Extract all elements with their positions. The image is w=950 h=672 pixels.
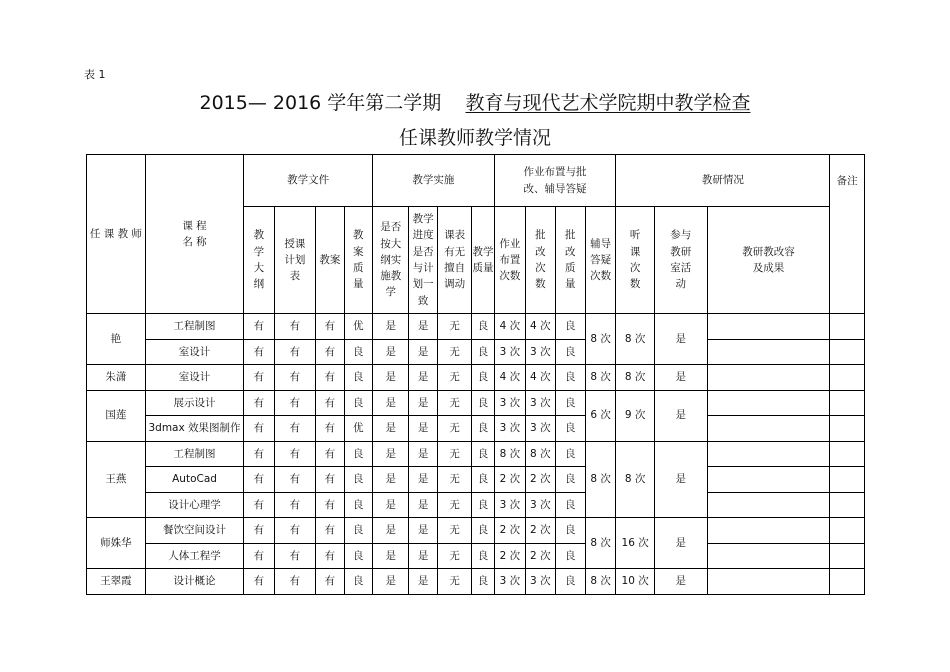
header-schedule-change: 课表有无擅自调动 [437,207,471,314]
remarks-cell [830,492,865,518]
research-activity-cell: 是 [654,390,707,441]
course-name-cell: 室设计 [145,339,243,365]
header-grading-count: 批改次数 [526,207,555,314]
document-subtitle: 任课教师教学情况 [398,127,551,149]
research-results-cell [707,416,830,442]
cell-syllabus: 有 [244,314,274,340]
remarks-cell [830,543,865,569]
header-remarks: 备注 [830,155,865,314]
teacher-name-cell: 艳 [87,314,146,365]
cell-progress: 是 [409,467,437,493]
header-plan: 授课计划表 [274,207,316,314]
cell-follow: 是 [372,518,409,544]
cell-plan: 有 [274,543,316,569]
cell-syllabus: 有 [244,365,274,391]
cell-syllabus: 有 [244,339,274,365]
cell-grading-q: 良 [555,569,585,595]
remarks-cell [830,518,865,544]
header-grading-quality: 批改质量 [555,207,585,314]
research-results-cell [707,390,830,416]
research-results-cell [707,569,830,595]
header-course: 课 程 名 称 [145,155,243,314]
cell-syllabus: 有 [244,390,274,416]
cell-follow: 是 [372,543,409,569]
cell-hw: 8 次 [494,441,525,467]
cell-plan: 有 [274,569,316,595]
cell-hw: 2 次 [494,518,525,544]
table-row [87,314,865,340]
cell-grading-q: 良 [555,365,585,391]
cell-follow: 是 [372,492,409,518]
table-row [87,543,865,569]
cell-grading: 4 次 [526,314,555,340]
header-research-activity: 参与教研室活动 [654,207,707,314]
cell-lesson-plan: 有 [316,467,344,493]
tutoring-count-cell: 8 次 [585,365,615,391]
cell-grading: 3 次 [526,390,555,416]
cell-hw: 3 次 [494,492,525,518]
cell-grading-q: 良 [555,416,585,442]
remarks-cell [830,339,865,365]
cell-teaching: 良 [472,339,494,365]
cell-progress: 是 [409,569,437,595]
remarks-cell [830,390,865,416]
header-group-files: 教学文件 [244,155,373,207]
cell-change: 无 [437,339,471,365]
remarks-cell [830,314,865,340]
header-follow-syllabus: 是否按大纲实施教学 [372,207,409,314]
cell-follow: 是 [372,390,409,416]
cell-grading: 3 次 [526,569,555,595]
observation-count-cell: 8 次 [616,314,655,365]
table-row [87,441,865,467]
cell-follow: 是 [372,339,409,365]
remarks-cell [830,569,865,595]
cell-follow: 是 [372,416,409,442]
teacher-name-cell: 王翠霞 [87,569,146,595]
cell-progress: 是 [409,365,437,391]
cell-hw: 4 次 [494,314,525,340]
cell-teaching: 良 [472,569,494,595]
header-research-results: 教研教改容及成果 [707,207,830,314]
table-number-label: 表 1 [84,68,106,81]
table-row [87,365,865,391]
teacher-name-cell: 国莲 [87,390,146,441]
teacher-name-cell: 王燕 [87,441,146,518]
cell-grading-q: 良 [555,518,585,544]
research-activity-cell: 是 [654,569,707,595]
research-results-cell [707,339,830,365]
header-observation-count: 听课次数 [616,207,655,314]
research-results-cell [707,314,830,340]
cell-syllabus: 有 [244,416,274,442]
cell-hw: 4 次 [494,365,525,391]
cell-teaching: 良 [472,416,494,442]
header-progress-match: 教学进度是否与计划一致 [409,207,437,314]
header-lesson-quality: 教案质量 [344,207,372,314]
header-homework-count: 作业布置次数 [494,207,525,314]
cell-syllabus: 有 [244,518,274,544]
header-teaching-quality: 教学质量 [472,207,494,314]
research-results-cell [707,365,830,391]
table-row [87,390,865,416]
title-term: 2015— 2016 学年第二学期 [199,92,442,114]
cell-grading: 2 次 [526,467,555,493]
header-group-homework: 作业布置与批改、辅导答疑 [494,155,616,207]
cell-grading-q: 良 [555,390,585,416]
table-body [87,314,865,595]
course-name-cell: 人体工程学 [145,543,243,569]
cell-follow: 是 [372,365,409,391]
cell-plan: 有 [274,390,316,416]
tutoring-count-cell: 8 次 [585,441,615,518]
observation-count-cell: 16 次 [616,518,655,569]
cell-teaching: 良 [472,543,494,569]
cell-grading-q: 良 [555,339,585,365]
cell-lesson-plan: 有 [316,416,344,442]
remarks-cell [830,467,865,493]
cell-quality: 良 [344,365,372,391]
cell-grading: 3 次 [526,492,555,518]
cell-hw: 2 次 [494,543,525,569]
cell-grading-q: 良 [555,441,585,467]
cell-plan: 有 [274,314,316,340]
cell-plan: 有 [274,416,316,442]
course-name-cell: 工程制图 [145,441,243,467]
tutoring-count-cell: 6 次 [585,390,615,441]
table-row [87,467,865,493]
cell-lesson-plan: 有 [316,339,344,365]
cell-teaching: 良 [472,314,494,340]
cell-grading: 8 次 [526,441,555,467]
research-results-cell [707,518,830,544]
cell-teaching: 良 [472,492,494,518]
cell-progress: 是 [409,416,437,442]
cell-lesson-plan: 有 [316,365,344,391]
cell-grading-q: 良 [555,543,585,569]
cell-grading-q: 良 [555,492,585,518]
cell-grading: 4 次 [526,365,555,391]
cell-lesson-plan: 有 [316,543,344,569]
course-name-cell: 室设计 [145,365,243,391]
cell-change: 无 [437,518,471,544]
cell-plan: 有 [274,518,316,544]
header-tutoring-count: 辅导答疑次数 [585,207,615,314]
cell-change: 无 [437,416,471,442]
cell-progress: 是 [409,518,437,544]
cell-teaching: 良 [472,441,494,467]
cell-teaching: 良 [472,518,494,544]
cell-progress: 是 [409,441,437,467]
cell-progress: 是 [409,390,437,416]
observation-count-cell: 8 次 [616,441,655,518]
header-lesson-plan: 教案 [316,207,344,314]
cell-follow: 是 [372,314,409,340]
cell-hw: 3 次 [494,569,525,595]
research-activity-cell: 是 [654,441,707,518]
cell-hw: 3 次 [494,416,525,442]
remarks-cell [830,441,865,467]
table-row [87,518,865,544]
table-row [87,339,865,365]
cell-hw: 2 次 [494,467,525,493]
cell-change: 无 [437,569,471,595]
cell-quality: 良 [344,441,372,467]
teacher-name-cell: 师姝华 [87,518,146,569]
cell-change: 无 [437,365,471,391]
cell-follow: 是 [372,441,409,467]
course-name-cell: 餐饮空间设计 [145,518,243,544]
cell-change: 无 [437,467,471,493]
cell-progress: 是 [409,543,437,569]
cell-grading-q: 良 [555,467,585,493]
header-group-research: 教研情况 [616,155,830,207]
cell-change: 无 [437,441,471,467]
cell-grading-q: 良 [555,314,585,340]
research-results-cell [707,543,830,569]
cell-plan: 有 [274,339,316,365]
cell-grading: 2 次 [526,518,555,544]
cell-change: 无 [437,492,471,518]
title-college: 教育与现代艺术学院期中教学检查 [465,92,751,114]
observation-count-cell: 8 次 [616,365,655,391]
cell-grading: 3 次 [526,416,555,442]
cell-lesson-plan: 有 [316,569,344,595]
remarks-cell [830,365,865,391]
observation-count-cell: 10 次 [616,569,655,595]
observation-count-cell: 9 次 [616,390,655,441]
course-name-cell: 3dmax 效果图制作 [145,416,243,442]
header-syllabus: 教学大纲 [244,207,274,314]
cell-plan: 有 [274,441,316,467]
course-name-cell: 展示设计 [145,390,243,416]
research-activity-cell: 是 [654,518,707,569]
course-name-cell: 设计心理学 [145,492,243,518]
cell-syllabus: 有 [244,569,274,595]
tutoring-count-cell: 8 次 [585,569,615,595]
cell-progress: 是 [409,492,437,518]
teacher-teaching-table [86,154,865,595]
teacher-name-cell: 朱潇 [87,365,146,391]
cell-teaching: 良 [472,390,494,416]
cell-syllabus: 有 [244,492,274,518]
cell-quality: 良 [344,543,372,569]
header-group-impl: 教学实施 [372,155,494,207]
cell-progress: 是 [409,314,437,340]
cell-progress: 是 [409,339,437,365]
cell-quality: 良 [344,390,372,416]
cell-syllabus: 有 [244,441,274,467]
header-teacher: 任 课 教 师 [87,155,146,314]
cell-quality: 良 [344,339,372,365]
research-activity-cell: 是 [654,365,707,391]
tutoring-count-cell: 8 次 [585,518,615,569]
tutoring-count-cell: 8 次 [585,314,615,365]
document-title [0,88,950,115]
course-name-cell: AutoCad [145,467,243,493]
cell-plan: 有 [274,492,316,518]
cell-lesson-plan: 有 [316,492,344,518]
cell-quality: 良 [344,492,372,518]
remarks-cell [830,416,865,442]
table-row [87,416,865,442]
course-name-cell: 工程制图 [145,314,243,340]
cell-syllabus: 有 [244,467,274,493]
cell-quality: 优 [344,416,372,442]
cell-quality: 良 [344,569,372,595]
cell-plan: 有 [274,365,316,391]
cell-quality: 良 [344,518,372,544]
cell-hw: 3 次 [494,339,525,365]
cell-change: 无 [437,390,471,416]
cell-change: 无 [437,543,471,569]
cell-plan: 有 [274,467,316,493]
course-name-cell: 设计概论 [145,569,243,595]
table-row [87,569,865,595]
cell-lesson-plan: 有 [316,314,344,340]
research-activity-cell: 是 [654,314,707,365]
cell-quality: 优 [344,314,372,340]
table-row [87,492,865,518]
cell-teaching: 良 [472,365,494,391]
cell-follow: 是 [372,467,409,493]
cell-syllabus: 有 [244,543,274,569]
cell-lesson-plan: 有 [316,390,344,416]
cell-grading: 3 次 [526,339,555,365]
cell-follow: 是 [372,569,409,595]
cell-lesson-plan: 有 [316,441,344,467]
cell-quality: 良 [344,467,372,493]
cell-hw: 3 次 [494,390,525,416]
cell-change: 无 [437,314,471,340]
research-results-cell [707,441,830,467]
research-results-cell [707,467,830,493]
research-results-cell [707,492,830,518]
cell-lesson-plan: 有 [316,518,344,544]
cell-teaching: 良 [472,467,494,493]
cell-grading: 2 次 [526,543,555,569]
